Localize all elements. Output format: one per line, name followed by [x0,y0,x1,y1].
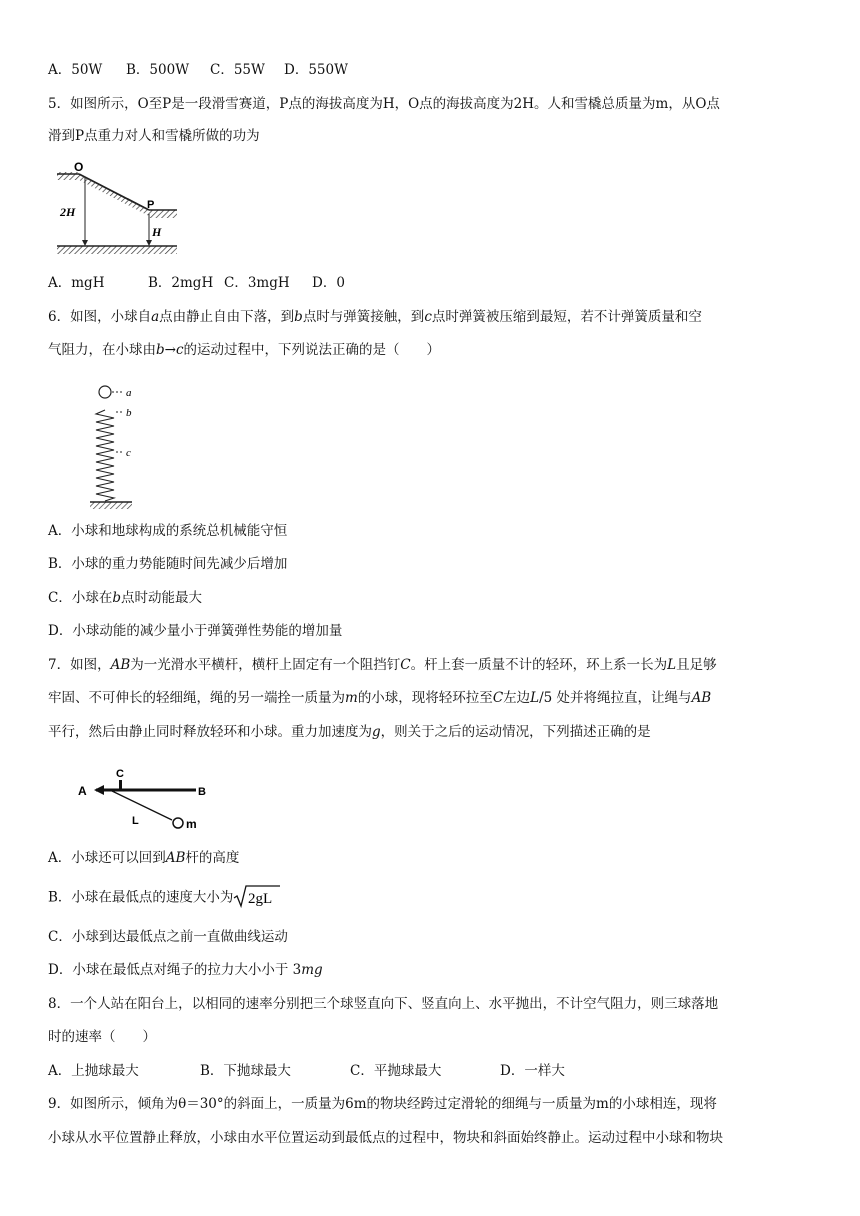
q6-label-b: b [126,407,132,419]
q7-stem-line3: 平行，然后由静止同时释放轻环和小球。重力加速度为g，则关于之后的运动情况，下列描述正确的是 [48,724,651,740]
q7-option-b: B．小球在最低点的速度大小为 2gL [48,886,281,910]
q9-stem-line2: 小球从水平位置静止释放，小球由水平位置运动到最低点的过程中，物块和斜面始终静止。运动过程中小球和物块 [48,1130,723,1146]
q8-options [48,1061,565,1081]
q7-ball [173,818,183,828]
q7-string [112,791,172,820]
q8-option-d: D．一样大 [500,1063,565,1079]
q6-option-b: B．小球的重力势能随时间先减少后增加 [48,556,288,572]
q7-label-b: B [198,786,206,798]
sqrt-expression [233,884,281,908]
q5-stem-line2: 滑到P点重力对人和雪橇所做的功为 [48,128,260,144]
q5-option-a: A．mgH [48,275,105,291]
q8-stem-line2: 时的速率（ ） [48,1029,156,1045]
q5-label-2h: 2H [60,205,76,219]
q8-option-a: A．上抛球最大 [48,1063,139,1079]
q7-option-a: A．小球还可以回到AB杆的高度 [48,850,240,866]
q6-stem-line1: 6．如图，小球自a点由静止自由下落，到b点时与弹簧接触，到c点时弹簧被压缩到最短，若不计弹簧质量和空 [48,309,702,325]
q7-peg [119,780,122,789]
q7-figure-rod [72,762,222,834]
q6-label-a: a [126,387,132,399]
q6-spring [96,410,114,501]
q5-label-p: P [147,199,155,211]
q5-label-h: H [152,225,162,239]
q6-option-d: D．小球动能的减少量小于弹簧弹性势能的增加量 [48,623,343,639]
q8-option-c: C．平抛球最大 [350,1063,442,1079]
q5-stem-line1: 5．如图所示，O至P是一段滑雪赛道，P点的海拔高度为H，O点的海拔高度为2H。人和雪橇总质量为m，从O点 [48,96,720,112]
q7-label-c: C [116,768,124,780]
q5-label-o: O [74,160,84,174]
q7-label-l: L [132,815,139,827]
q4-option-b: B．500W [126,62,190,78]
q5-option-b: B．2mgH [148,275,214,291]
q7-stem-line1: 7．如图，AB为一光滑水平横杆，横杆上固定有一个阻挡钉C。杆上套一质量不计的轻环，环上系一长为L且足够 [48,657,717,673]
q6-option-a: A．小球和地球构成的系统总机械能守恒 [48,523,288,539]
q4-option-c: C．55W [210,62,265,78]
q7-label-a: A [78,784,87,798]
q5-options [48,273,345,293]
q5-figure-slope [55,160,180,260]
q4-option-d: D．550W [284,62,348,78]
q4-option-a: A．50W [48,62,103,78]
q6-ball [99,386,111,398]
sqrt-radicand: 2gL [248,891,273,907]
q6-figure-spring [88,378,168,513]
q8-option-b: B．下抛球最大 [200,1063,291,1079]
q5-option-c: C．3mgH [224,275,290,291]
q4-options [48,60,348,80]
q9-stem-line1: 9．如图所示，倾角为θ＝30°的斜面上，一质量为6m的物块经跨过定滑轮的细绳与一质量为m的小球相连，现将 [48,1096,717,1112]
q7-stem-line2: 牢固、不可伸长的轻细绳，绳的另一端拴一质量为m的小球，现将轻环拉至C左边L/5 处并将绳拉直，让绳与AB [48,690,712,706]
q6-option-c: C．小球在b点时动能最大 [48,590,202,606]
q6-stem-line2: 气阻力，在小球由b→c的运动过程中，下列说法正确的是（ ） [48,342,441,358]
q8-stem-line1: 8．一个人站在阳台上，以相同的速率分别把三个球竖直向下、竖直向上、水平抛出，不计空气阻力，则三球落地 [48,996,719,1012]
q6-label-c: c [126,447,131,459]
q5-option-d: D．0 [312,275,345,291]
q7-option-d: D．小球在最低点对绳子的拉力大小小于 3mg [48,962,323,978]
q7-label-m: m [186,817,197,831]
q7-option-c: C．小球到达最低点之前一直做曲线运动 [48,929,288,945]
